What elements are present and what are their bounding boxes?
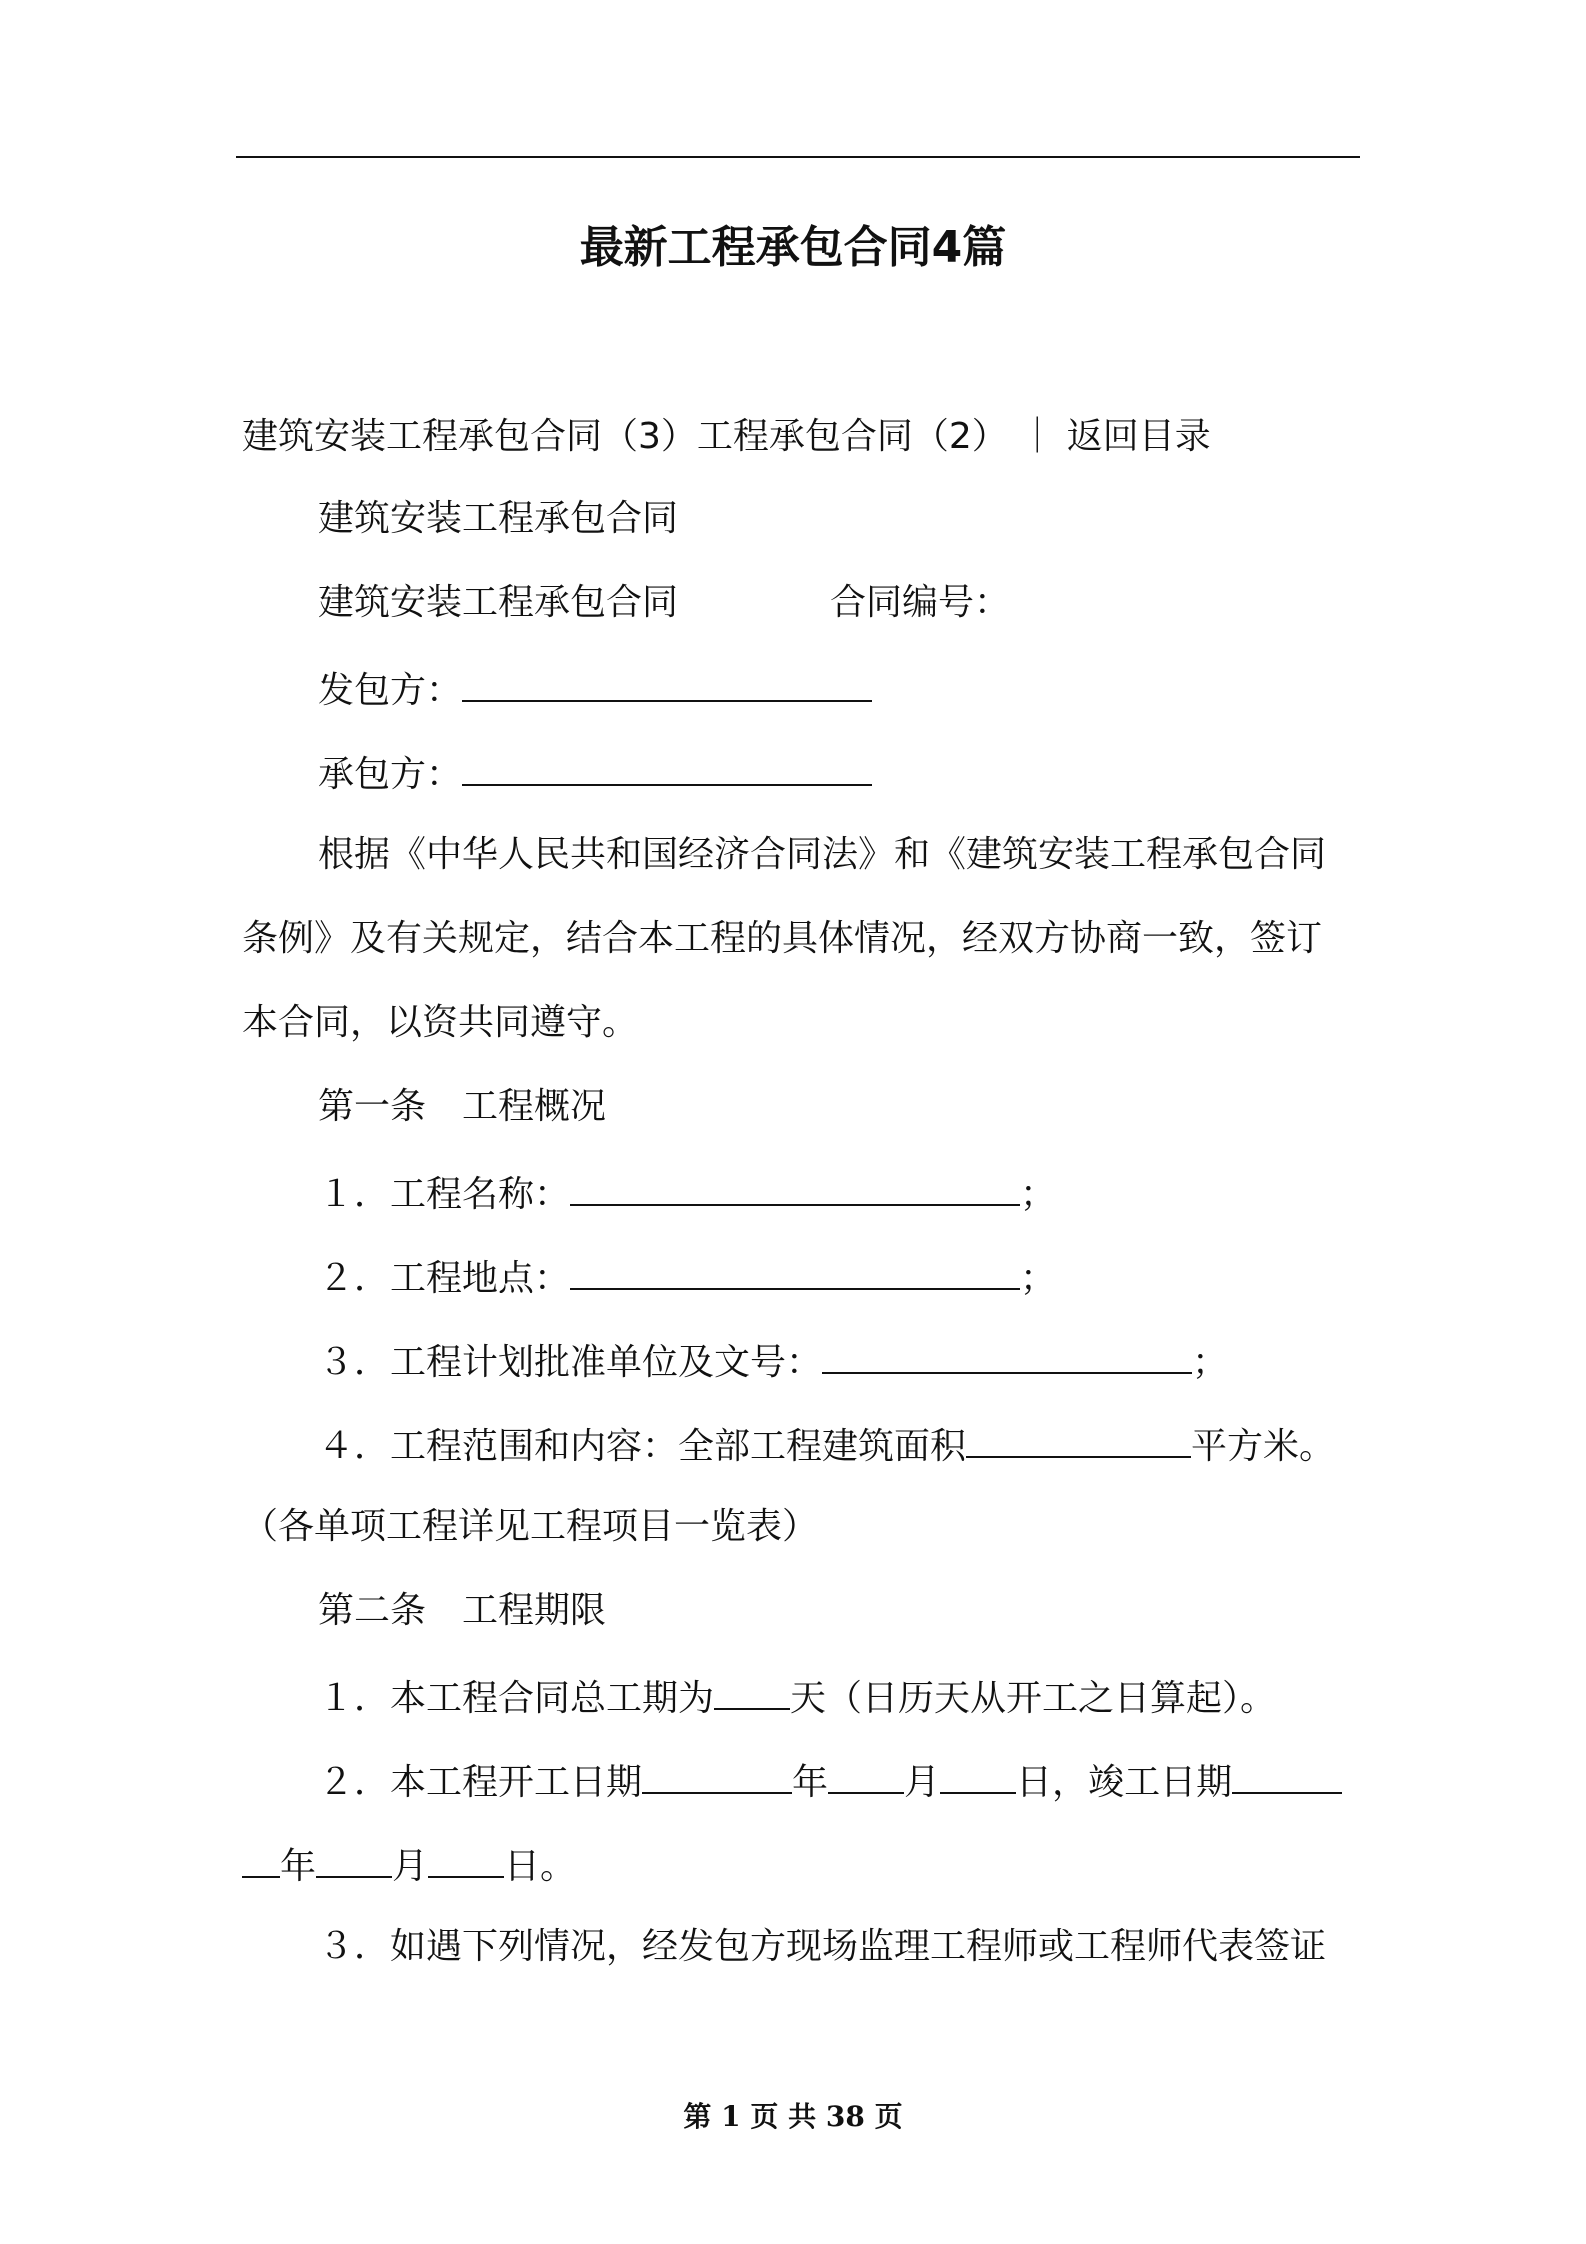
start-month-blank [828, 1754, 904, 1794]
start-date-label: ２．本工程开工日期 [318, 1762, 643, 1803]
nav-separator: ｜ [1019, 416, 1056, 457]
article2-item2-cont [242, 1838, 576, 1892]
month-label: 月 [392, 1846, 429, 1887]
completion-month-blank [316, 1838, 392, 1878]
day-label: 日。 [504, 1846, 577, 1887]
area-blank [966, 1418, 1191, 1458]
article1-item1 [318, 1166, 1056, 1220]
link-construction-contract-3[interactable]: 建筑安装工程承包合同（3） [242, 416, 697, 457]
article1-item4-cont: （各单项工程详见工程项目一览表） [242, 1506, 819, 1547]
start-day-blank [940, 1754, 1016, 1794]
article1-heading: 第一条 工程概况 [318, 1086, 607, 1127]
approval-unit-label: ３．工程计划批准单位及文号： [318, 1342, 823, 1383]
contractor-row [318, 746, 872, 800]
scope-label: ４．工程范围和内容：全部工程建筑面积 [318, 1426, 967, 1467]
completion-day-blank [428, 1838, 504, 1878]
article2-heading: 第二条 工程期限 [318, 1590, 607, 1631]
contract-heading-row [318, 578, 1010, 628]
page-footer: 第 1 页 共 38 页 [683, 2100, 903, 2133]
semicolon: ； [1020, 1258, 1057, 1299]
back-to-toc-link[interactable]: 返回目录 [1066, 416, 1211, 457]
contract-name: 建筑安装工程承包合同 [318, 582, 679, 623]
employer-row [318, 662, 872, 716]
project-name-blank [570, 1166, 1020, 1206]
contract-heading: 建筑安装工程承包合同 [318, 498, 679, 539]
contractor-label: 承包方： [318, 754, 463, 795]
article2-item1 [318, 1670, 1276, 1724]
year-label: 年 [792, 1762, 829, 1803]
preamble-line-3: 本合同，以资共同遵守。 [242, 1002, 639, 1043]
preamble-line-2: 条例》及有关规定，结合本工程的具体情况，经双方协商一致，签订 [242, 918, 1323, 959]
year-label: 年 [280, 1846, 317, 1887]
project-location-blank [570, 1250, 1020, 1290]
document-title: 最新工程承包合同4篇 [579, 222, 1007, 273]
completion-year-blank-b [242, 1838, 280, 1878]
semicolon: ； [1192, 1342, 1229, 1383]
completion-date-label: 竣工日期 [1088, 1762, 1233, 1803]
article2-item2 [318, 1754, 1342, 1808]
duration-blank [714, 1670, 790, 1710]
area-unit: 平方米。 [1191, 1426, 1336, 1467]
contract-number-label: 合同编号： [830, 582, 1011, 623]
article1-item2 [318, 1250, 1056, 1304]
duration-note: 天（日历天从开工之日算起）。 [790, 1678, 1277, 1719]
approval-unit-blank [822, 1334, 1192, 1374]
day-label: 日， [1016, 1762, 1089, 1803]
preamble-line-1: 根据《中华人民共和国经济合同法》和《建筑安装工程承包合同 [318, 834, 1327, 875]
article1-item3 [318, 1334, 1228, 1388]
header-rule [236, 156, 1360, 158]
semicolon: ； [1020, 1174, 1057, 1215]
article2-item3: ３．如遇下列情况，经发包方现场监理工程师或工程师代表签证 [318, 1926, 1327, 1967]
link-project-contract-2[interactable]: 工程承包合同（2） [696, 416, 1008, 457]
duration-label: １．本工程合同总工期为 [318, 1678, 715, 1719]
article1-item4 [318, 1418, 1335, 1472]
month-label: 月 [904, 1762, 941, 1803]
employer-label: 发包方： [318, 670, 463, 711]
start-year-blank [642, 1754, 792, 1794]
employer-blank [462, 662, 872, 702]
nav-row [242, 412, 1211, 462]
contractor-blank [462, 746, 872, 786]
completion-year-blank-a [1232, 1754, 1342, 1794]
project-location-label: ２．工程地点： [318, 1258, 571, 1299]
project-name-label: １．工程名称： [318, 1174, 571, 1215]
